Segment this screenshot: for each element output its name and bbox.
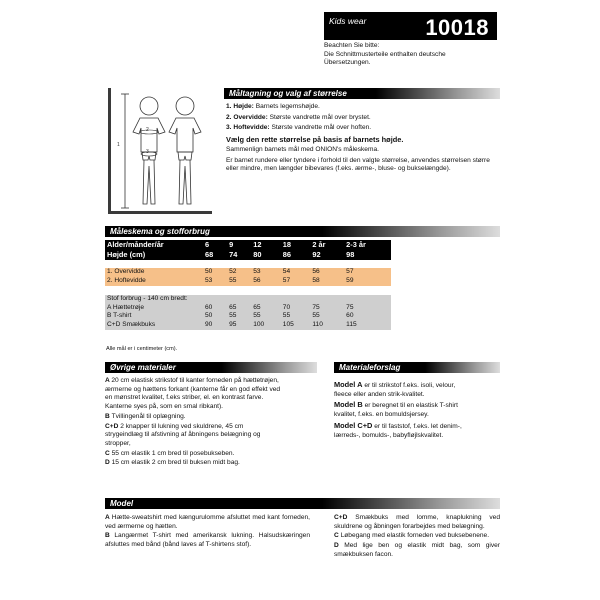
measure-item-text: Barnets legemshøjde. <box>255 103 320 110</box>
table-cell: 55 <box>281 312 311 321</box>
table-cell: 6 <box>203 240 227 250</box>
note-line: Übersetzungen. <box>324 59 371 67</box>
materials-heading <box>334 362 500 373</box>
chart-title: Måleskema og stofforbrug <box>110 227 210 236</box>
model-left <box>105 514 310 551</box>
table-cell: 53 <box>251 268 281 277</box>
table-header-row <box>105 250 391 260</box>
table-cell: 55 <box>310 312 344 321</box>
table-cell: 57 <box>344 268 391 277</box>
table-cell: 92 <box>310 250 344 260</box>
table-cell: 110 <box>310 321 344 330</box>
materials-title: Materialeforslag <box>339 363 401 372</box>
table-cell: 74 <box>227 250 251 260</box>
other-c: C 55 cm elastik 1 cm bred til posebukseben. <box>105 449 235 457</box>
table-cell: 60 <box>344 312 391 321</box>
materials-b: Model B er beregnet til en elastisk T-shirt kvalitet, f.eks. en bomuldsjersey. <box>334 400 458 419</box>
measure-bold-line: Vælg den rette størrelse på basis af barnets højde. <box>226 135 404 145</box>
measure-item <box>226 124 502 133</box>
other-block <box>105 377 327 469</box>
table-cell: 75 <box>310 304 344 313</box>
label-hip: 3 <box>146 149 149 155</box>
header-box <box>324 12 497 40</box>
measure-advice: Er barnet rundere eller tyndere i forhold til den valgte størrelse, anvendes størrelsen større eller mindre, men længder bibevares (f.eks. ærme-, bluse- og bukselængde). <box>226 156 490 173</box>
table-cell: 115 <box>344 321 391 330</box>
table-cell: 95 <box>227 321 251 330</box>
table-cell: 57 <box>281 277 311 286</box>
table-cell: B T-shirt <box>105 312 203 321</box>
model-cd: C+D Smækbuks med lomme, knaplukning ved skuldrene og åbningen forarbejdes med belægning. <box>334 514 500 530</box>
table-cell: 105 <box>281 321 311 330</box>
table-cell: 2-3 år <box>344 240 391 250</box>
table-cell: Stof forbrug - 140 cm bredt: <box>105 295 391 304</box>
table-cell: 50 <box>203 312 227 321</box>
table-cell: 55 <box>227 277 251 286</box>
materials-block <box>334 380 504 441</box>
table-cell: 75 <box>344 304 391 313</box>
other-heading <box>105 362 317 373</box>
table-cell <box>105 260 391 269</box>
measure-item <box>226 103 502 112</box>
category-label: Kids wear <box>329 16 367 26</box>
table-cell: 2. Hoftevidde <box>105 277 203 286</box>
table-cell: 59 <box>344 277 391 286</box>
table-row <box>105 295 391 304</box>
table-cell: 56 <box>310 268 344 277</box>
table-cell: 80 <box>251 250 281 260</box>
table-cell: Højde (cm) <box>105 250 203 260</box>
german-note <box>324 42 504 68</box>
measurement-figure <box>108 88 212 214</box>
measure-item-number: 3. Hoftevidde: <box>226 124 270 132</box>
table-cell: 53 <box>203 277 227 286</box>
measure-item-text: Største vandrette mål over brystet. <box>269 113 371 121</box>
model-title: Model <box>110 499 134 508</box>
chart-heading <box>105 226 500 237</box>
other-b: B Tvillingenål til oplægning. <box>105 412 186 420</box>
table-cell: 65 <box>227 304 251 313</box>
table-cell: 65 <box>251 304 281 313</box>
table-cell: 2 år <box>310 240 344 250</box>
other-a: A 20 cm elastisk strikstof til kanter forneden på hættetrøjen, ærmerne og hættens forkant (kanterne får en god effekt ved en mønstret kvalitet, f.eks striber, el. en kontrast farve. Kanterne syes på, som en smal ribkant). <box>105 377 281 411</box>
table-row <box>105 321 391 330</box>
table-cell: 58 <box>310 277 344 286</box>
table-cell: 90 <box>203 321 227 330</box>
table-footnote: Alle mål er i centimeter (cm). <box>106 346 178 352</box>
table-cell: 55 <box>227 312 251 321</box>
table-cell: 56 <box>251 277 281 286</box>
table-cell: 1. Overvidde <box>105 268 203 277</box>
measure-item-text: Største vandrette mål over hoften. <box>271 124 372 132</box>
size-table <box>105 240 391 330</box>
measure-heading <box>224 88 500 99</box>
note-line: Die Schnittmusterteile enthalten deutsche <box>324 50 446 58</box>
table-header-row <box>105 240 391 250</box>
model-right <box>334 514 500 561</box>
model-d: D Med lige ben og elastik midt bag, som giver smækbuksen facon. <box>334 542 501 558</box>
measure-item <box>226 114 502 123</box>
table-cell: 54 <box>281 268 311 277</box>
note-line: Beachten Sie bitte: <box>324 42 380 49</box>
children-illustration <box>111 88 215 214</box>
table-row <box>105 277 391 286</box>
table-cell: 52 <box>227 268 251 277</box>
materials-a: Model A er til strikstof f.eks. isoli, velour, fleece eller anden strik-kvalitet. <box>334 380 456 398</box>
measure-title: Måltagning og valg af størrelse <box>229 89 347 98</box>
table-cell: 9 <box>227 240 251 250</box>
table-cell: 18 <box>281 240 311 250</box>
measure-compare: Sammenlign barnets mål med ONION's måleskema. <box>226 145 379 153</box>
measure-item-number: 1. Højde: <box>226 103 254 110</box>
label-height: 1 <box>117 142 120 148</box>
table-cell: A Hættetrøje <box>105 304 203 313</box>
model-heading <box>105 498 500 509</box>
table-cell: 100 <box>251 321 281 330</box>
table-cell: C+D Smækbuks <box>105 321 203 330</box>
table-cell: 50 <box>203 268 227 277</box>
model-b: B Langærmet T-shirt med amerikansk lukning. Halsudskæringen afsluttes med bånd (bånd laves af T-shirtens stof). <box>105 532 311 549</box>
model-c: C Løbegang med elastik forneden ved buksebenene. <box>334 532 490 540</box>
table-cell: 98 <box>344 250 391 260</box>
other-cd: C+D 2 knapper til lukning ved skuldrene, 45 cm strygeindlæg til afstivning af åbningens belægning og stropper, <box>105 422 261 447</box>
table-cell: Alder/månder/år <box>105 240 203 250</box>
other-title: Øvrige materialer <box>110 363 176 372</box>
label-chest: 2 <box>146 127 149 133</box>
pattern-number: 10018 <box>425 15 489 40</box>
materials-cd: Model C+D er til faststof, f.eks. let denim-, lærreds-, bomulds-, babyfløjlskvalitet. <box>334 420 462 439</box>
table-cell <box>105 286 391 295</box>
table-row <box>105 312 391 321</box>
model-a: A Hætte-sweatshirt med kængurulomme afsluttet med kant forneden, ved ærmerne og hætten. <box>105 514 310 530</box>
measure-block <box>226 103 502 175</box>
table-cell: 12 <box>251 240 281 250</box>
table-row <box>105 268 391 277</box>
table-cell: 86 <box>281 250 311 260</box>
measure-item-number: 2. Overvidde: <box>226 113 268 121</box>
table-row <box>105 304 391 313</box>
table-cell: 60 <box>203 304 227 313</box>
other-d: D 15 cm elastik 2 cm bred til buksen midt bag. <box>105 459 240 467</box>
table-cell: 55 <box>251 312 281 321</box>
table-cell: 68 <box>203 250 227 260</box>
table-cell: 70 <box>281 304 311 313</box>
